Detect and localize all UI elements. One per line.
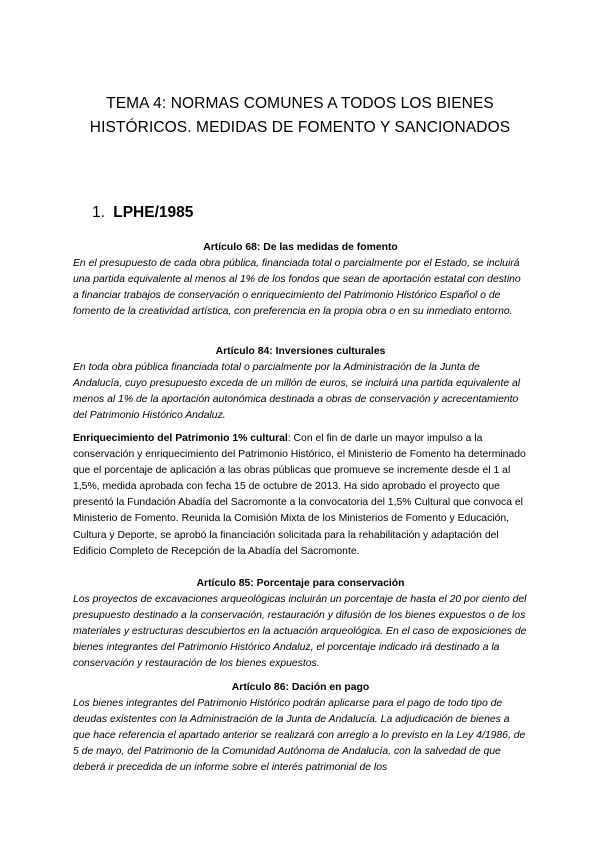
section-label: LPHE/1985 (113, 204, 194, 221)
section-number: 1. (92, 204, 105, 221)
section-heading (92, 204, 193, 222)
article-85-heading: Artículo 85: Porcentaje para conservación (196, 578, 405, 589)
enrichment-lead: Enriquecimiento del Patrimonio 1% cultural (73, 433, 288, 444)
article-84-heading: Artículo 84: Inversiones culturales (215, 346, 386, 357)
enrichment-body: : Con el fin de darle un mayor impulso a la conservación y enriquecimiento del Patrimonio Histórico, el Ministerio de Fomento ha determinado que el porcentaje de aplicación a las obras públicas que promueve se incremente desde el 1 al 1,5%, medida aprobada con fecha 15 de octubre de 2013. Ha sido aprobado el proyecto que presentó la Fundación Abadía del Sacromonte a la convocatoria del 1,5% Cultural que convoca el Ministerio de Fomento. Reunida la Comisión Mixta de los Ministerios de Fomento y Educación, Cultura y Deporte, se aprobó la financiación solicitada para la rehabilitación y adaptación del Edificio Completo de Recepción de la Abadía del Sacromonte. (73, 433, 526, 557)
article-84-body: En toda obra pública financiada total o parcialmente por la Administración de la Junta de Andalucía, cuyo presupuesto exceda de un millón de euros, se incluirá una partida equivalente al menos al 1% de la aportación autonómica destinada a obras de conservación y acrecentamiento del Patrimonio Histórico Andaluz. (73, 362, 521, 422)
article-86-heading: Artículo 86: Dación en pago (231, 682, 370, 693)
page-title: TEMA 4: NORMAS COMUNES A TODOS LOS BIENES HISTÓRICOS. MEDIDAS DE FOMENTO Y SANCIONADOS (89, 95, 511, 136)
article-86 (73, 680, 528, 777)
article-85 (73, 576, 528, 673)
article-68-heading: Artículo 68: De las medidas de fomento (203, 242, 398, 253)
enrichment-paragraph (73, 431, 528, 560)
article-85-body: Los proyectos de excavaciones arqueológicas incluirán un porcentaje de hasta el 20 por ciento del presupuesto destinado a la conservación, restauración y difusión de los bienes expuestos o de los materiales y estructuras descubiertos en la actuación arqueológica. En el caso de exposiciones de bienes integrantes del Patrimonio Histórico Andaluz, el porcentaje indicado irá destinado a la conservación y restauración de los bienes expuestos. (73, 594, 527, 670)
article-86-body: Los bienes integrantes del Patrimonio Histórico podrán aplicarse para el pago de todo tipo de deudas existentes con la Administración de la Junta de Andalucía. La adjudicación de bienes a que hace referencia el apartado anterior se realizará con arreglo a lo previsto en la Ley 4/1986, de 5 de mayo, del Patrimonio de la Comunidad Autónoma de Andalucía, con la salvedad de que deberá ir precedida de un informe sobre el interés patrimonial de los (73, 698, 526, 774)
article-68 (73, 240, 528, 320)
article-68-body: En el presupuesto de cada obra pública, financiada total o parcialmente por el Estado, se incluirá una partida equivalente al menos al 1% de los fondos que sean de aportación estatal con destino a financiar trabajos de conservación o enriquecimiento del Patrimonio Histórico Español o de fomento de la creatividad artística, con preferencia en la propia obra o en su inmediato entorno. (73, 258, 521, 318)
article-84 (73, 344, 528, 424)
